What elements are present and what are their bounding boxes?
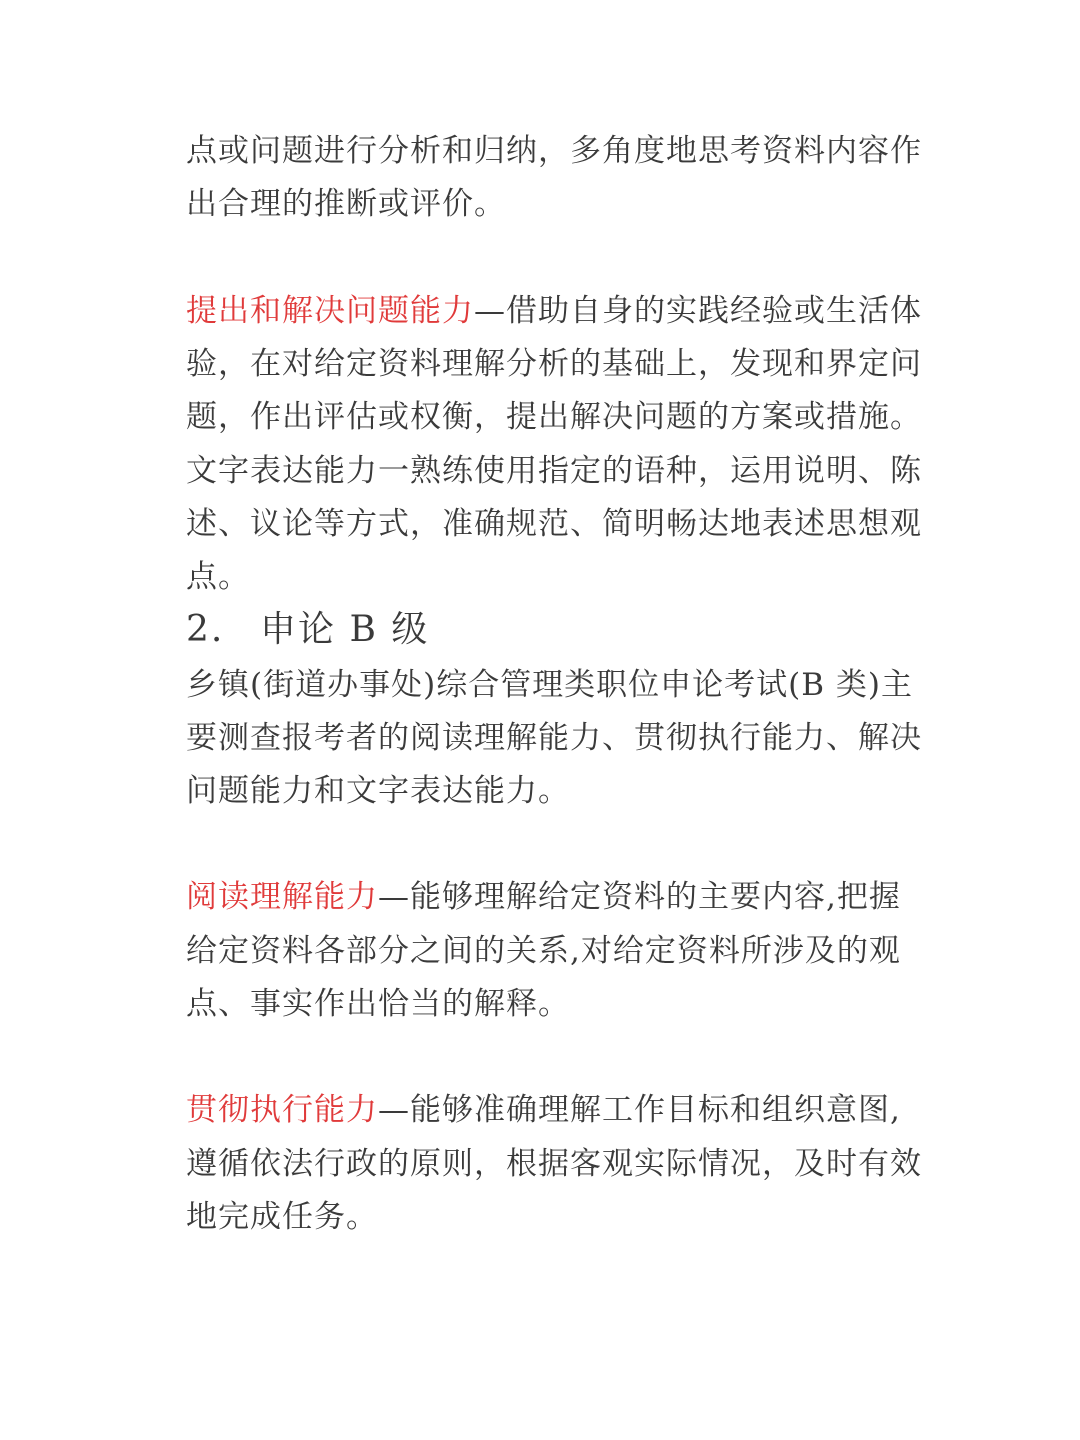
- section-heading: [186, 608, 906, 652]
- b-intro-line-3: 问题能力和文字表达能力。: [186, 773, 570, 809]
- execute-line-3: 地完成任务。: [186, 1199, 378, 1235]
- intro-line-1: 点或问题进行分析和归纳，多角度地思考资料内容作: [186, 133, 922, 169]
- reading-first-line-rest: —能够理解给定资料的主要内容,把握: [378, 879, 901, 915]
- execute-line-1: [186, 1090, 906, 1130]
- solve-line-1: [186, 291, 922, 331]
- section-number: 2.: [186, 609, 225, 650]
- reading-line-2: 给定资料各部分之间的关系,对给定资料所涉及的观: [186, 933, 901, 969]
- solve-line-6: 点。: [186, 559, 250, 595]
- b-intro-line-2: 要测查报考者的阅读理解能力、贯彻执行能力、解决: [186, 720, 922, 756]
- execute-line-2: 遵循依法行政的原则，根据客观实际情况，及时有效: [186, 1146, 922, 1182]
- intro-line-2: 出合理的推断或评价。: [186, 186, 506, 222]
- solve-line-4: 文字表达能力一熟练使用指定的语种，运用说明、陈: [186, 453, 922, 489]
- execute-first-line-rest: —能够准确理解工作目标和组织意图,: [378, 1092, 901, 1128]
- b-intro-line-1: 乡镇(街道办事处)综合管理类职位申论考试(B 类)主: [186, 667, 914, 703]
- reading-line-1: [186, 877, 906, 917]
- reading-line-3: 点、事实作出恰当的解释。: [186, 986, 570, 1022]
- solve-line-2: 验，在对给定资料理解分析的基础上，发现和界定问: [186, 346, 922, 382]
- section-title: 申论 B 级: [260, 609, 430, 650]
- solve-line-3: 题，作出评估或权衡，提出解决问题的方案或措施。: [186, 399, 922, 435]
- reading-term: 阅读理解能力: [186, 879, 378, 915]
- solve-first-line-rest: —借助自身的实践经验或生活体: [474, 293, 922, 329]
- execute-term: 贯彻执行能力: [186, 1092, 378, 1128]
- solve-term: 提出和解决问题能力: [186, 293, 474, 329]
- solve-line-5: 述、议论等方式，准确规范、简明畅达地表述思想观: [186, 506, 922, 542]
